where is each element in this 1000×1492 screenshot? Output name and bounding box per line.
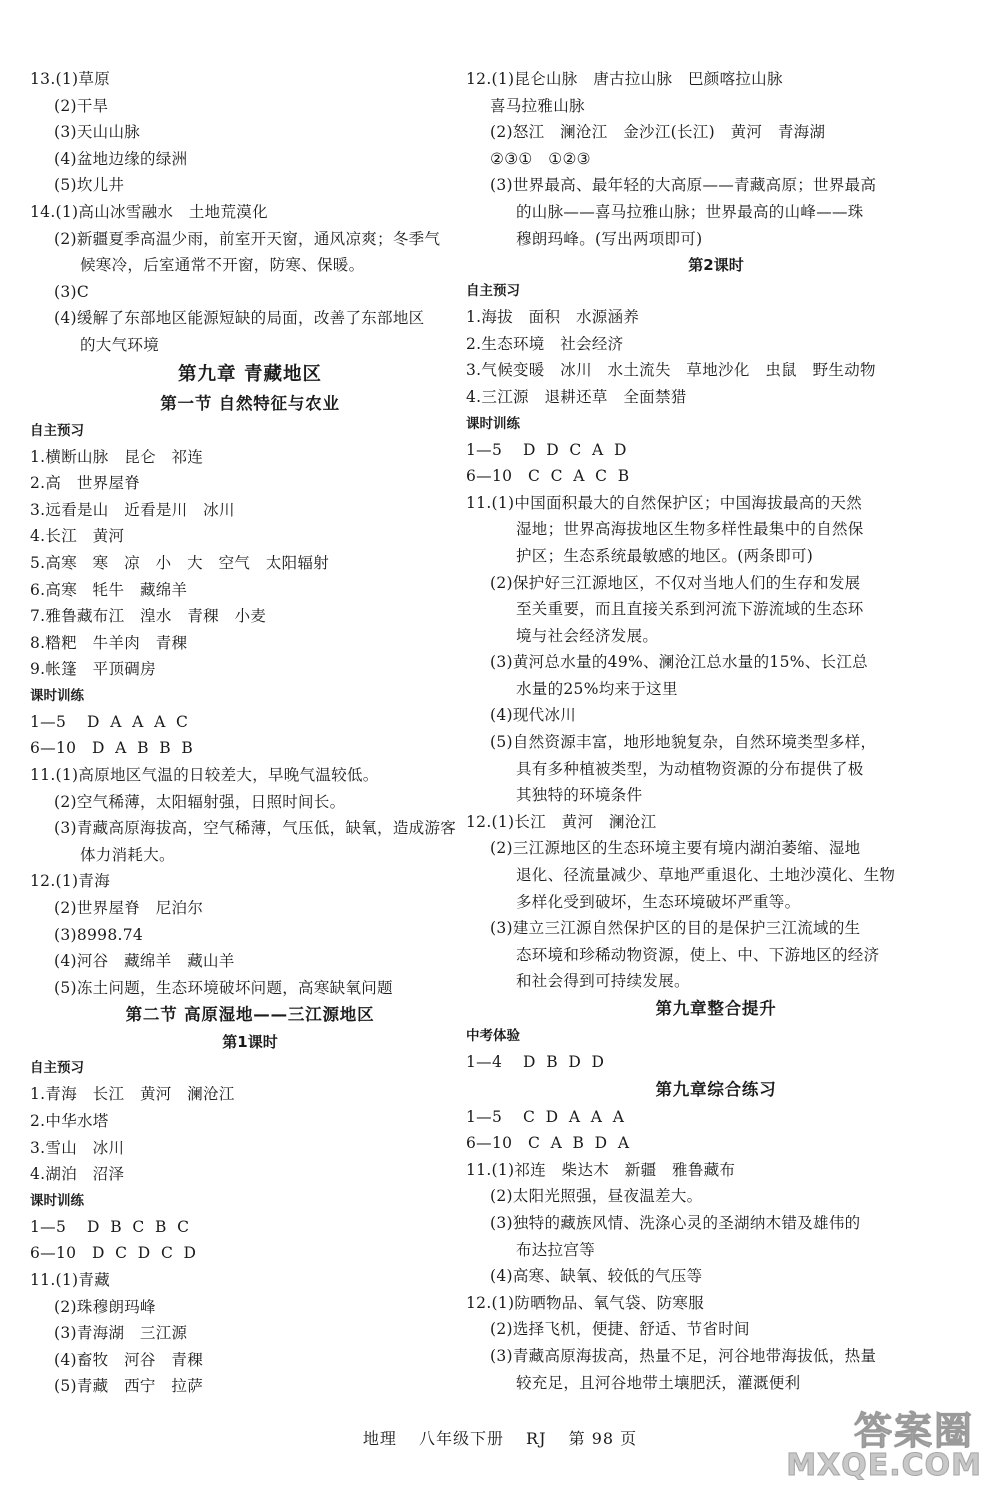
answer-line: (5)冻土问题，生态环境破坏问题，高寒缺氧问题	[54, 978, 393, 997]
answer-line: (2)太阳光照强，昼夜温差大。	[490, 1187, 703, 1206]
heading: 第九章整合提升	[655, 999, 777, 1018]
section-label: 自主预习	[30, 422, 84, 439]
answer-line: 1—5 D B C B C	[30, 1217, 190, 1236]
answer-line: 4.三江源 退耕还草 全面禁猎	[466, 387, 687, 406]
answer-line: 12.(1)青海	[30, 872, 111, 891]
heading: 第一节 自然特征与农业	[160, 393, 340, 413]
footer-page-number: 第 98 页	[568, 1429, 638, 1448]
answer-line: 6—10 C A B D A	[466, 1134, 630, 1153]
section-label: 课时训练	[466, 415, 520, 432]
section-label: 中考体验	[466, 1028, 520, 1044]
answer-line: (3)C	[54, 282, 90, 301]
answer-line: (4)高寒、缺氧、较低的气压等	[490, 1267, 703, 1286]
answer-line: (3)天山山脉	[54, 123, 141, 142]
answer-line: (2)保护好三江源地区，不仅对当地人们的生存和发展	[490, 573, 861, 592]
answer-line: (2)世界屋脊 尼泊尔	[54, 899, 204, 918]
answer-line: (3)建立三江源自然保护区的目的是保护三江流域的生	[490, 919, 861, 938]
answer-line: 6—10 C C A C B	[466, 467, 630, 486]
watermark-logo: 答案圈	[853, 1409, 974, 1453]
answer-line: (4)缓解了东部地区能源短缺的局面，改善了东部地区	[54, 309, 425, 328]
answer-line: 2.高 世界屋脊	[30, 474, 141, 493]
answer-line: (5)自然资源丰富，地形地貌复杂，自然环境类型多样，	[490, 733, 877, 752]
answer-line: (2)空气稀薄，太阳辐射强，日照时间长。	[54, 792, 346, 811]
answer-line: (3)黄河总水量的49%、澜沧江总水量的15%、长江总	[490, 653, 868, 672]
answer-line: 1—5 C D A A A	[466, 1107, 625, 1126]
answer-line: (2)三江源地区的生态环境主要有境内湖泊萎缩、湿地	[490, 839, 861, 858]
answer-line: 1—5 D A A A C	[30, 712, 189, 731]
answer-line: 1.青海 长江 黄河 澜沧江	[30, 1085, 235, 1104]
answer-line: 1—4 D B D D	[466, 1053, 605, 1071]
left-column	[30, 66, 470, 1400]
heading: 第1课时	[222, 1033, 278, 1052]
answer-line: (5)坎儿井	[54, 176, 125, 195]
heading: 第2课时	[688, 256, 744, 275]
answer-line: (4)河谷 藏绵羊 藏山羊	[54, 952, 235, 971]
answer-line: 12.(1)昆仑山脉 唐古拉山脉 巴颜喀拉山脉	[466, 70, 783, 88]
answer-line: 6—10 D A B B B	[30, 739, 194, 758]
answer-line: 湿地；世界高海拔地区生物多样性最集中的自然保	[516, 520, 864, 539]
answer-line: (3)青海湖 三江源	[54, 1324, 188, 1343]
answer-line: 其独特的环境条件	[516, 786, 643, 805]
answer-line: 退化、径流量减少、草地严重退化、土地沙漠化、生物	[516, 866, 896, 885]
answer-line: 1—5 D D C A D	[466, 440, 627, 459]
answer-line: 14.(1)高山冰雪融水 土地荒漠化	[30, 202, 268, 221]
section-label: 自主预习	[466, 283, 520, 300]
answer-line: 1.横断山脉 昆仑 祁连	[30, 447, 204, 466]
answer-line: (3)独特的藏族风情、洗涤心灵的圣湖纳木错及雄伟的	[490, 1213, 861, 1232]
answer-line: (3)8998.74	[54, 925, 144, 944]
answer-line: (3)世界最高、最年轻的大高原——青藏高原；世界最高	[490, 176, 877, 195]
answer-line: 11.(1)高原地区气温的日较差大，早晚气温较低。	[30, 766, 379, 785]
answer-line: 3.气候变暖 冰川 水土流失 草地沙化 虫鼠 野生动物	[466, 361, 876, 380]
answer-line: (2)干旱	[54, 96, 109, 115]
answer-line: 至关重要，而且直接关系到河流下游流域的生态环	[516, 600, 864, 619]
answer-line: (4)盆地边缘的绿洲	[54, 149, 188, 168]
heading: 第九章 青藏地区	[178, 363, 322, 385]
heading: 第九章综合练习	[655, 1079, 777, 1099]
answer-line: 11.(1)青藏	[30, 1270, 111, 1289]
answer-line: (2)珠穆朗玛峰	[54, 1297, 156, 1316]
answer-line: ②③① ①②③	[490, 149, 591, 168]
answer-line: 9.帐篷 平顶碉房	[30, 660, 156, 679]
watermark	[782, 1400, 982, 1486]
answer-line: 13.(1)草原	[30, 70, 111, 88]
answer-line: 水量的25%均来于这里	[516, 679, 678, 698]
answer-line: 候寒冷，后室通常不开窗，防寒、保暖。	[80, 256, 365, 275]
answer-line: 较充足，且河谷地带土壤肥沃，灌溉便利	[516, 1373, 801, 1392]
heading: 第二节 高原湿地——三江源地区	[125, 1005, 375, 1025]
answer-line: 5.高寒 寒 凉 小 大 空气 太阳辐射	[30, 553, 330, 572]
answer-line: (2)选择飞机，便捷、舒适、节省时间	[490, 1320, 750, 1339]
section-label: 课时训练	[30, 687, 84, 704]
answer-line: 和社会得到可持续发展。	[516, 972, 690, 991]
answer-line: 喜马拉雅山脉	[490, 96, 585, 115]
answer-line: 1.海拔 面积 水源涵养	[466, 308, 640, 327]
answer-line: 2.生态环境 社会经济	[466, 334, 624, 353]
section-label: 自主预习	[30, 1060, 84, 1077]
answer-line: 3.雪山 冰川	[30, 1138, 125, 1157]
answer-line: 的大气环境	[80, 335, 160, 354]
answer-line: 多样化受到破坏，生态环境破坏严重等。	[516, 892, 801, 911]
answer-line: (5)青藏 西宁 拉萨	[54, 1377, 204, 1396]
answer-line: 穆朗玛峰。(写出两项即可)	[516, 229, 703, 248]
answer-line: (4)畜牧 河谷 青稞	[54, 1350, 204, 1369]
answer-line: 3.远看是山 近看是川 冰川	[30, 500, 235, 519]
answer-line: 态环境和珍稀动物资源，使上、中、下游地区的经济	[516, 945, 880, 964]
watermark-url: MXQE.COM	[786, 1448, 982, 1483]
footer-grade: 八年级下册	[418, 1429, 504, 1448]
answer-line: 8.糌粑 牛羊肉 青稞	[30, 633, 188, 652]
answer-line: (2)新疆夏季高温少雨，前室开天窗，通风凉爽；冬季气	[54, 229, 441, 248]
answer-line: 12.(1)长江 黄河 澜沧江	[466, 812, 657, 831]
answer-line: 11.(1)中国面积最大的自然保护区；中国海拔最高的天然	[466, 493, 863, 512]
right-column	[466, 66, 966, 1396]
answer-line: 7.雅鲁藏布江 湟水 青稞 小麦	[30, 607, 267, 626]
answer-line: 4.湖泊 沼泽	[30, 1165, 125, 1184]
answer-line: 2.中华水塔	[30, 1112, 109, 1130]
footer-subject: 地理	[362, 1429, 397, 1448]
answer-line: 12.(1)防晒物品、氧气袋、防寒服	[466, 1293, 705, 1312]
answer-line: 的山脉——喜马拉雅山脉；世界最高的山峰——珠	[516, 202, 864, 221]
answer-line: (3)青藏高原海拔高，热量不足，河谷地带海拔低，热量	[490, 1346, 877, 1365]
answer-line: 6.高寒 牦牛 藏绵羊	[30, 580, 188, 599]
answer-line: 具有多种植被类型，为动植物资源的分布提供了极	[516, 759, 864, 778]
answer-line: 11.(1)祁连 柴达木 新疆 雅鲁藏布	[466, 1160, 736, 1179]
answer-line: 护区；生态系统最敏感的地区。(两条即可)	[516, 546, 814, 565]
answer-line: 体力消耗大。	[80, 845, 175, 864]
answer-line: 布达拉宫等	[516, 1240, 596, 1259]
answer-line: (3)青藏高原海拔高，空气稀薄，气压低，缺氧，造成游客	[54, 819, 457, 838]
answer-line: 6—10 D C D C D	[30, 1244, 197, 1263]
answer-line: (4)现代冰川	[490, 706, 577, 725]
footer-edition: RJ	[526, 1429, 547, 1448]
section-label: 课时训练	[30, 1192, 84, 1209]
answer-line: 4.长江 黄河	[30, 527, 125, 546]
answer-line: 境与社会经济发展。	[516, 626, 659, 645]
answer-line: (2)怒江 澜沧江 金沙江(长江) 黄河 青海湖	[490, 123, 826, 142]
